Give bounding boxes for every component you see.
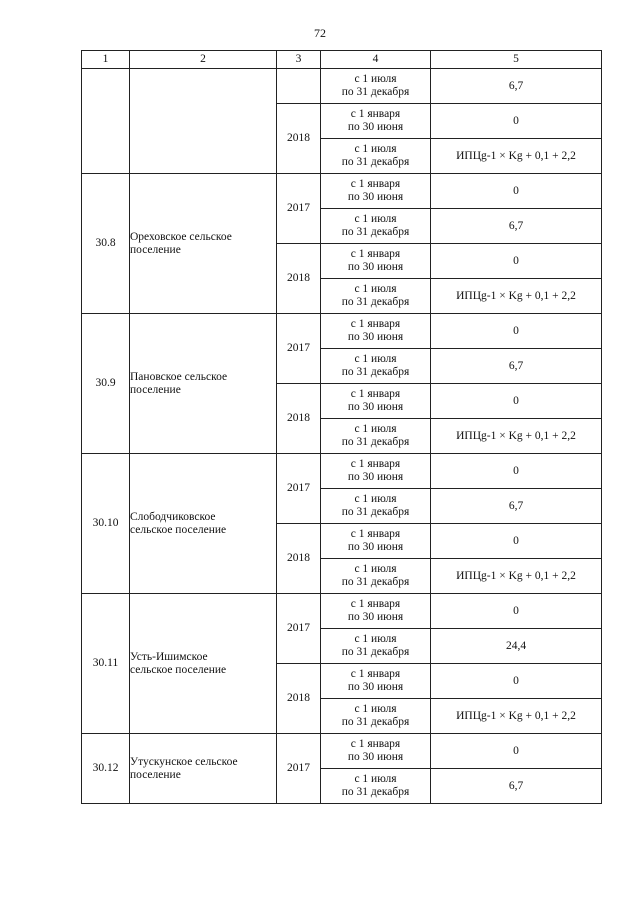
period-cell	[321, 69, 431, 104]
period-line: по 30 июня	[347, 611, 404, 623]
period-cell	[321, 349, 431, 384]
period-line: с 1 июля	[354, 73, 397, 85]
name-line: Ореховское сельское	[130, 230, 232, 243]
year-cell: 2018	[277, 664, 321, 734]
name-line: Утускунское сельское	[130, 755, 238, 768]
col-header-4: 4	[321, 51, 431, 69]
value-cell: 6,7	[431, 69, 602, 104]
period-line: по 31 декабря	[341, 296, 410, 308]
period-line: с 1 июля	[354, 493, 397, 505]
value-cell: 0	[431, 384, 602, 419]
period-cell	[321, 244, 431, 279]
period-line: по 30 июня	[347, 751, 404, 763]
name-line: поселение	[130, 768, 181, 781]
period-line: с 1 января	[350, 108, 401, 120]
value-cell: ИПЦg-1 × Kg + 0,1 + 2,2	[431, 559, 602, 594]
period-cell	[321, 314, 431, 349]
period-cell	[321, 139, 431, 174]
num-cell: 30.8	[82, 174, 130, 314]
name-line: поселение	[130, 243, 181, 256]
period-line: с 1 июля	[354, 563, 397, 575]
period-line: с 1 января	[350, 178, 401, 190]
value-cell: ИПЦg-1 × Kg + 0,1 + 2,2	[431, 699, 602, 734]
name-line: поселение	[130, 383, 181, 396]
name-cell	[130, 314, 277, 454]
name-cell	[130, 594, 277, 734]
tariff-table	[81, 50, 602, 804]
period-line: с 1 июля	[354, 703, 397, 715]
num-cell	[82, 69, 130, 174]
year-cell: 2018	[277, 104, 321, 174]
name-cell	[130, 69, 277, 174]
period-line: по 30 июня	[347, 681, 404, 693]
period-line: с 1 января	[350, 598, 401, 610]
period-line: с 1 января	[350, 248, 401, 260]
period-line: с 1 января	[350, 318, 401, 330]
col-header-1: 1	[82, 51, 130, 69]
num-cell: 30.12	[82, 734, 130, 804]
year-cell	[277, 69, 321, 104]
name-cell	[130, 174, 277, 314]
period-line: по 31 декабря	[341, 226, 410, 238]
year-cell: 2018	[277, 244, 321, 314]
period-line: по 30 июня	[347, 261, 404, 273]
period-line: по 30 июня	[347, 471, 404, 483]
period-cell	[321, 209, 431, 244]
period-cell	[321, 384, 431, 419]
name-line: сельское поселение	[130, 523, 227, 536]
period-line: с 1 января	[350, 668, 401, 680]
value-cell: 6,7	[431, 209, 602, 244]
period-line: по 30 июня	[347, 121, 404, 133]
period-cell	[321, 419, 431, 454]
period-line: по 31 декабря	[341, 156, 410, 168]
period-line: по 30 июня	[347, 541, 404, 553]
period-line: по 31 декабря	[341, 506, 410, 518]
period-line: с 1 июля	[354, 353, 397, 365]
name-line: Пановское сельское	[130, 370, 228, 383]
period-line: по 31 декабря	[341, 86, 410, 98]
period-cell	[321, 559, 431, 594]
value-cell: 6,7	[431, 349, 602, 384]
num-cell: 30.9	[82, 314, 130, 454]
year-cell: 2017	[277, 594, 321, 664]
period-cell	[321, 734, 431, 769]
table-row	[82, 454, 602, 489]
name-line: Усть-Ишимское	[130, 650, 208, 663]
period-line: по 31 декабря	[341, 366, 410, 378]
year-cell: 2018	[277, 384, 321, 454]
value-cell: 0	[431, 594, 602, 629]
period-line: с 1 января	[350, 738, 401, 750]
name-line: Слободчиковское	[130, 510, 216, 523]
period-line: по 31 декабря	[341, 646, 410, 658]
period-cell	[321, 489, 431, 524]
table-row	[82, 594, 602, 629]
value-cell: ИПЦg-1 × Kg + 0,1 + 2,2	[431, 139, 602, 174]
name-cell	[130, 734, 277, 804]
period-line: по 31 декабря	[341, 786, 410, 798]
name-cell	[130, 454, 277, 594]
value-cell: ИПЦg-1 × Kg + 0,1 + 2,2	[431, 279, 602, 314]
value-cell: 0	[431, 174, 602, 209]
value-cell: 0	[431, 664, 602, 699]
col-header-3: 3	[277, 51, 321, 69]
year-cell: 2018	[277, 524, 321, 594]
period-cell	[321, 524, 431, 559]
period-line: по 30 июня	[347, 331, 404, 343]
year-cell: 2017	[277, 454, 321, 524]
period-line: по 31 декабря	[341, 716, 410, 728]
name-line: сельское поселение	[130, 663, 227, 676]
value-cell: 6,7	[431, 489, 602, 524]
num-cell: 30.10	[82, 454, 130, 594]
period-line: с 1 января	[350, 458, 401, 470]
table-row	[82, 314, 602, 349]
period-line: с 1 июля	[354, 423, 397, 435]
value-cell: 0	[431, 314, 602, 349]
col-header-5: 5	[431, 51, 602, 69]
value-cell: 6,7	[431, 769, 602, 804]
col-header-2: 2	[130, 51, 277, 69]
period-line: с 1 июля	[354, 283, 397, 295]
period-line: с 1 июля	[354, 633, 397, 645]
period-cell	[321, 174, 431, 209]
page-number: 72	[314, 26, 326, 40]
period-line: с 1 июля	[354, 213, 397, 225]
period-line: по 30 июня	[347, 401, 404, 413]
period-cell	[321, 699, 431, 734]
value-cell: 0	[431, 734, 602, 769]
value-cell: 0	[431, 454, 602, 489]
value-cell: 24,4	[431, 629, 602, 664]
period-line: по 30 июня	[347, 191, 404, 203]
period-cell	[321, 769, 431, 804]
period-line: с 1 января	[350, 388, 401, 400]
year-cell: 2017	[277, 314, 321, 384]
table-row	[82, 174, 602, 209]
year-cell: 2017	[277, 734, 321, 804]
period-cell	[321, 594, 431, 629]
value-cell: 0	[431, 524, 602, 559]
header-row	[82, 51, 602, 69]
num-cell: 30.11	[82, 594, 130, 734]
period-cell	[321, 104, 431, 139]
table-row	[82, 69, 602, 104]
period-cell	[321, 279, 431, 314]
period-cell	[321, 629, 431, 664]
period-cell	[321, 454, 431, 489]
period-line: с 1 июля	[354, 143, 397, 155]
value-cell: 0	[431, 104, 602, 139]
period-line: с 1 января	[350, 528, 401, 540]
period-line: по 31 декабря	[341, 576, 410, 588]
period-line: по 31 декабря	[341, 436, 410, 448]
period-line: с 1 июля	[354, 773, 397, 785]
value-cell: ИПЦg-1 × Kg + 0,1 + 2,2	[431, 419, 602, 454]
table-row	[82, 734, 602, 769]
year-cell: 2017	[277, 174, 321, 244]
value-cell: 0	[431, 244, 602, 279]
period-cell	[321, 664, 431, 699]
